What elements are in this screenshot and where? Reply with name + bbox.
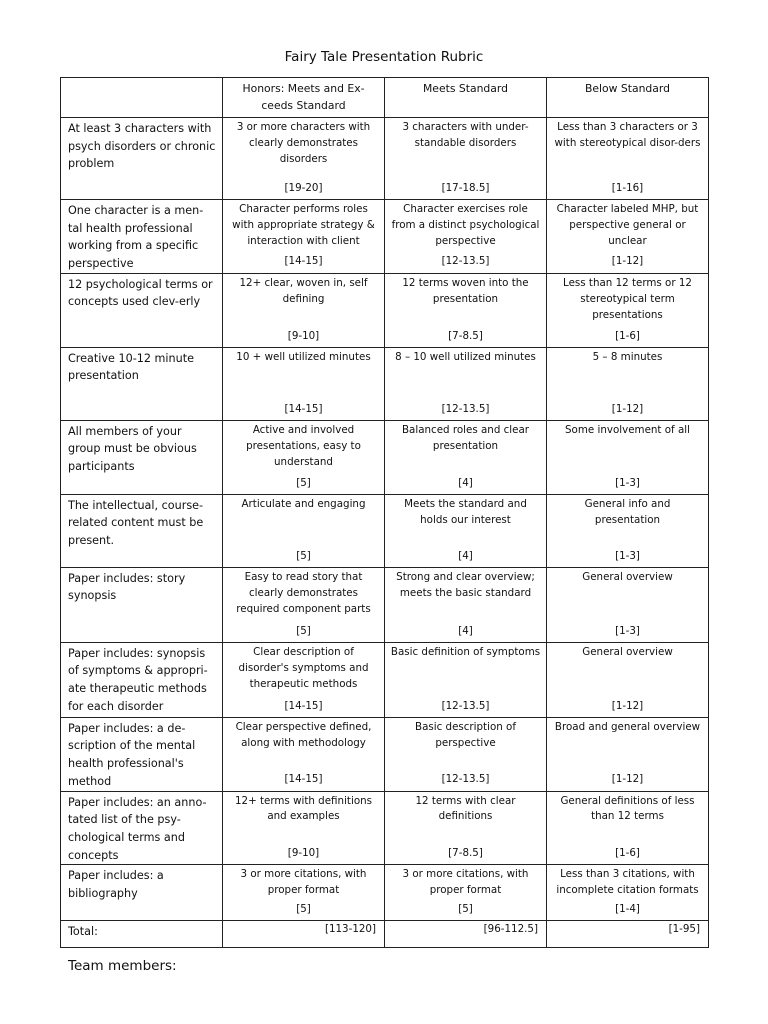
score-cell-content xyxy=(547,274,708,347)
cell-score: [7-8.5] xyxy=(448,329,483,342)
rubric-row xyxy=(61,642,709,717)
score-cell-content xyxy=(385,643,546,717)
cell-description: Less than 3 citations, with incomplete citation formats xyxy=(556,868,699,897)
score-cell-content xyxy=(547,568,708,642)
score-cell-content xyxy=(547,718,708,790)
score-cell xyxy=(547,717,709,791)
cell-description: 8 – 10 well utilized minutes xyxy=(395,350,536,363)
cell-score: [12-13.5] xyxy=(441,255,490,268)
score-cell-content xyxy=(223,421,384,494)
cell-score: [1-6] xyxy=(615,329,640,342)
cell-score: [1-3] xyxy=(615,549,640,562)
cell-score: [1-12] xyxy=(611,772,644,785)
score-cell-content xyxy=(223,718,384,790)
score-cell-content xyxy=(547,200,708,272)
score-cell xyxy=(223,865,385,921)
score-cell xyxy=(223,791,385,865)
cell-description: Less than 3 characters or 3 with stereotypical disor-ders xyxy=(554,121,701,149)
cell-description: Clear perspective defined, along with methodology xyxy=(235,720,372,749)
total-score: [113-120] xyxy=(223,921,385,948)
cell-description: Clear description of disorder's symptoms and therapeutic methods xyxy=(238,645,369,690)
cell-score: [12-13.5] xyxy=(441,772,490,785)
cell-score: [1-16] xyxy=(611,182,644,195)
cell-description: Some involvement of all xyxy=(565,423,690,436)
score-cell xyxy=(223,567,385,642)
cell-description: Character labeled MHP, but perspective general or unclear xyxy=(556,203,699,247)
score-cell-content xyxy=(385,348,546,420)
rubric-row xyxy=(61,347,709,420)
cell-score: [1-6] xyxy=(615,846,640,859)
cell-description: 3 or more citations, with proper format xyxy=(240,868,367,897)
score-cell-content xyxy=(223,568,384,642)
cell-description: 5 – 8 minutes xyxy=(592,350,663,363)
cell-description: 12+ terms with definitions and examples xyxy=(234,794,373,823)
cell-score: [5] xyxy=(296,624,311,637)
score-cell xyxy=(547,200,709,274)
rubric-row xyxy=(61,420,709,494)
rubric-row xyxy=(61,118,709,200)
score-cell xyxy=(385,347,547,420)
criterion-cell: Paper includes: an anno-tated list of the psy-chological terms and concepts xyxy=(61,791,223,865)
cell-description: Character exercises role from a distinct psychological perspective xyxy=(391,203,540,247)
score-cell-content xyxy=(385,421,546,494)
rubric-row xyxy=(61,273,709,347)
cell-score: [5] xyxy=(296,903,311,916)
score-cell-content xyxy=(223,118,384,199)
score-cell-content xyxy=(547,495,708,567)
score-cell xyxy=(547,494,709,567)
score-cell-content xyxy=(385,792,546,864)
score-cell xyxy=(385,494,547,567)
score-cell xyxy=(385,865,547,921)
criterion-cell: Paper includes: story synopsis xyxy=(61,567,223,642)
score-cell-content xyxy=(385,568,546,642)
score-cell xyxy=(547,118,709,200)
cell-description: Active and involved presentations, easy to understand xyxy=(246,423,361,468)
score-cell xyxy=(385,118,547,200)
score-cell-content xyxy=(547,421,708,494)
score-cell-content xyxy=(223,348,384,420)
cell-description: Strong and clear overview; meets the basic standard xyxy=(396,570,535,599)
criterion-cell: The intellectual, course-related content must be present. xyxy=(61,494,223,567)
total-score: [1-95] xyxy=(547,921,709,948)
score-cell xyxy=(547,791,709,865)
score-cell-content xyxy=(385,118,546,199)
cell-description: General overview xyxy=(582,570,673,583)
header-cell-honors: Honors: Meets and Ex-ceeds Standard xyxy=(223,78,385,118)
score-cell xyxy=(385,200,547,274)
cell-score: [1-4] xyxy=(615,903,640,916)
criterion-cell: Creative 10-12 minute presentation xyxy=(61,347,223,420)
score-cell xyxy=(385,717,547,791)
cell-score: [5] xyxy=(458,903,473,916)
score-cell-content xyxy=(223,865,384,920)
cell-description: 3 characters with under-standable disorders xyxy=(402,121,529,149)
cell-score: [1-3] xyxy=(615,476,640,489)
score-cell-content xyxy=(547,865,708,920)
cell-description: Basic definition of symptoms xyxy=(390,645,541,658)
cell-description: Less than 12 terms or 12 stereotypical term presentations xyxy=(563,276,692,321)
cell-description: 12 terms woven into the presentation xyxy=(402,276,529,305)
cell-description: Broad and general overview xyxy=(554,720,701,733)
criterion-cell: All members of your group must be obvious participants xyxy=(61,420,223,494)
cell-description: General definitions of less than 12 terms xyxy=(560,794,695,823)
rubric-row xyxy=(61,717,709,791)
cell-score: [4] xyxy=(458,624,473,637)
score-cell-content xyxy=(547,118,708,199)
cell-score: [5] xyxy=(296,476,311,489)
cell-score: [14-15] xyxy=(284,772,323,785)
header-cell-empty xyxy=(61,78,223,118)
score-cell-content xyxy=(223,200,384,272)
cell-score: [14-15] xyxy=(284,699,323,712)
header-cell-below: Below Standard xyxy=(547,78,709,118)
header-row xyxy=(61,78,709,118)
cell-score: [1-12] xyxy=(611,255,644,268)
rubric-row xyxy=(61,567,709,642)
cell-score: [4] xyxy=(458,476,473,489)
cell-description: General overview xyxy=(582,645,673,658)
criterion-cell: Paper includes: a de-scription of the mental health professional's method xyxy=(61,717,223,791)
score-cell xyxy=(223,273,385,347)
score-cell xyxy=(223,420,385,494)
cell-description: 10 + well utilized minutes xyxy=(236,350,371,363)
cell-description: Character performs roles with appropriate strategy & interaction with client xyxy=(232,203,375,247)
score-cell-content xyxy=(547,348,708,420)
score-cell xyxy=(547,567,709,642)
rubric-row xyxy=(61,791,709,865)
score-cell xyxy=(547,420,709,494)
score-cell xyxy=(223,642,385,717)
score-cell-content xyxy=(223,495,384,567)
header-cell-meets: Meets Standard xyxy=(385,78,547,118)
score-cell xyxy=(547,642,709,717)
total-row xyxy=(61,921,709,948)
score-cell xyxy=(223,494,385,567)
cell-score: [19-20] xyxy=(284,182,323,195)
score-cell xyxy=(547,865,709,921)
cell-description: 12 terms with clear definitions xyxy=(415,794,516,823)
score-cell-content xyxy=(385,718,546,790)
criterion-cell: At least 3 characters with psych disorders or chronic problem xyxy=(61,118,223,200)
rubric-row xyxy=(61,865,709,921)
criterion-cell: One character is a men-tal health professional working from a specific perspective xyxy=(61,200,223,274)
cell-description: Basic description of perspective xyxy=(415,720,516,749)
team-members-label: Team members: xyxy=(68,958,177,974)
score-cell-content xyxy=(223,274,384,347)
total-score: [96-112.5] xyxy=(385,921,547,948)
cell-description: 12+ clear, woven in, self defining xyxy=(239,276,368,305)
document-title: Fairy Tale Presentation Rubric xyxy=(284,49,484,65)
score-cell-content xyxy=(223,643,384,717)
cell-score: [1-12] xyxy=(611,699,644,712)
cell-description: General info and presentation xyxy=(584,497,671,526)
criterion-cell: Paper includes: synopsis of symptoms & appropri-ate therapeutic methods for each disorder xyxy=(61,642,223,717)
cell-score: [9-10] xyxy=(287,329,320,342)
cell-description: Easy to read story that clearly demonstrates required component parts xyxy=(236,570,371,615)
total-label: Total: xyxy=(61,921,223,948)
cell-description: 3 or more citations, with proper format xyxy=(402,868,529,897)
score-cell xyxy=(547,347,709,420)
cell-score: [17-18.5] xyxy=(441,182,490,195)
cell-score: [5] xyxy=(296,549,311,562)
cell-score: [1-12] xyxy=(611,402,644,415)
cell-score: [4] xyxy=(458,549,473,562)
rubric-row xyxy=(61,494,709,567)
cell-score: [12-13.5] xyxy=(441,699,490,712)
cell-description: Balanced roles and clear presentation xyxy=(401,423,530,452)
score-cell xyxy=(223,717,385,791)
cell-score: [1-3] xyxy=(615,624,640,637)
score-cell-content xyxy=(385,495,546,567)
score-cell-content xyxy=(385,865,546,920)
score-cell xyxy=(223,200,385,274)
score-cell xyxy=(385,420,547,494)
score-cell-content xyxy=(385,274,546,347)
cell-description: 3 or more characters with clearly demonstrates disorders xyxy=(236,121,371,165)
cell-score: [14-15] xyxy=(284,255,323,268)
score-cell xyxy=(385,791,547,865)
cell-score: [14-15] xyxy=(284,402,323,415)
score-cell xyxy=(223,347,385,420)
score-cell-content xyxy=(385,200,546,272)
cell-score: [7-8.5] xyxy=(448,846,483,859)
criterion-cell: 12 psychological terms or concepts used clev-erly xyxy=(61,273,223,347)
score-cell xyxy=(547,273,709,347)
score-cell-content xyxy=(547,792,708,864)
cell-score: [9-10] xyxy=(287,846,320,859)
score-cell xyxy=(223,118,385,200)
criterion-cell: Paper includes: a bibliography xyxy=(61,865,223,921)
score-cell xyxy=(385,567,547,642)
score-cell-content xyxy=(223,792,384,864)
cell-score: [12-13.5] xyxy=(441,402,490,415)
rubric-table xyxy=(60,77,709,948)
score-cell xyxy=(385,273,547,347)
score-cell xyxy=(385,642,547,717)
rubric-row xyxy=(61,200,709,274)
cell-description: Meets the standard and holds our interest xyxy=(404,497,527,526)
score-cell-content xyxy=(547,643,708,717)
cell-description: Articulate and engaging xyxy=(241,497,366,510)
